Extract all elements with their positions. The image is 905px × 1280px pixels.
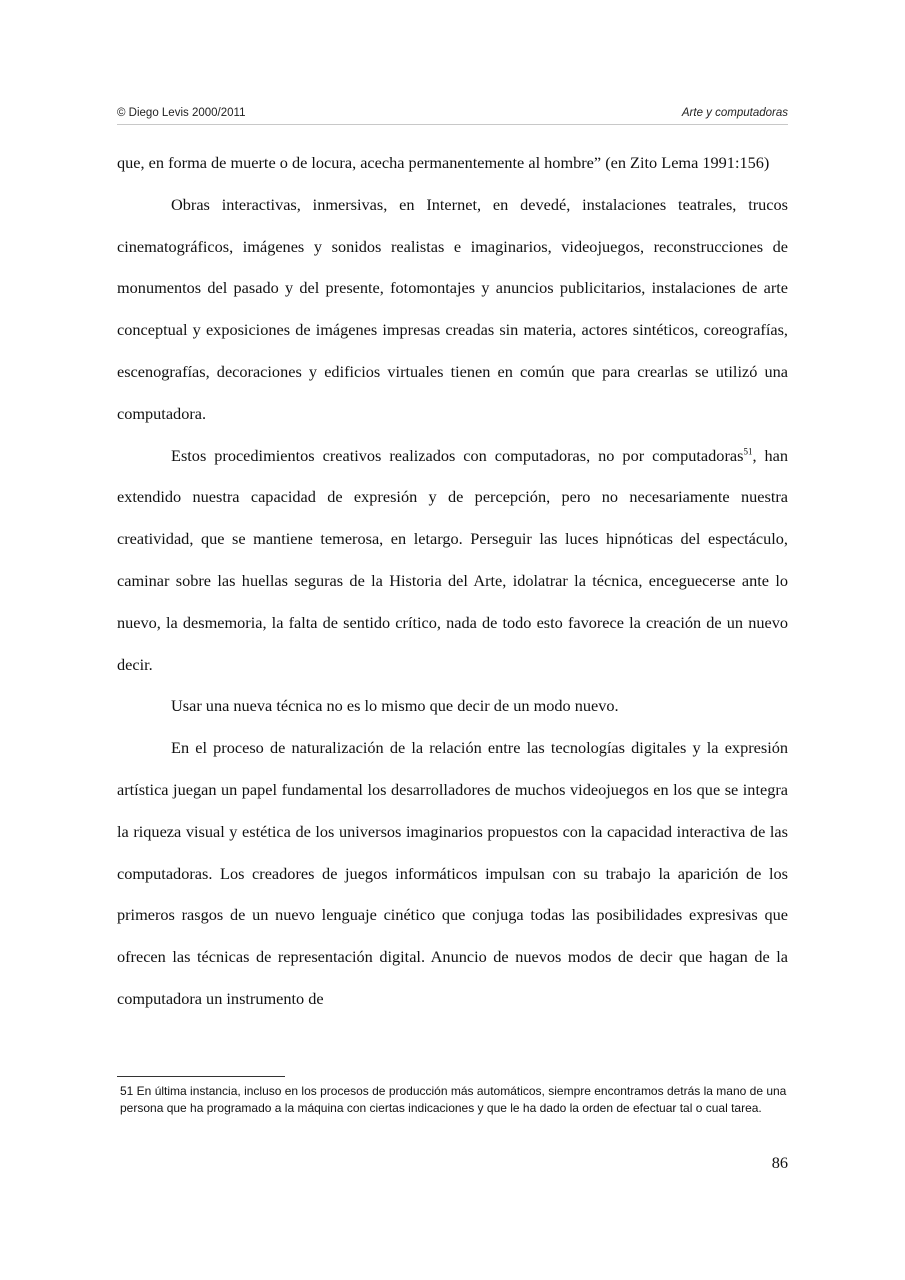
page-number: 86	[771, 1153, 788, 1172]
paragraph: Obras interactivas, inmersivas, en Internet, en devedé, instalaciones teatrales, trucos cinematográficos, imágenes y sonidos realistas e imaginarios, videojuegos, reconstrucciones de monumentos del pasado y del presente, fotomontajes y anuncios publicitarios, instalaciones de arte conceptual y exposiciones de imágenes impresas creadas sin materia, actores sintéticos, coreografías, escenografías, decoraciones y edificios virtuales tienen en común que para crearlas se utilizó una computadora.	[117, 194, 788, 423]
paragraph	[117, 435, 788, 686]
running-header	[117, 107, 788, 125]
paragraph: En el proceso de naturalización de la relación entre las tecnologías digitales y la expresión artística juegan un papel fundamental los desarrolladores de muchos videojuegos en los que se integra la riqueza visual y estética de los universos imaginarios propuestos con la capacidad interactiva de las computadoras. Los creadores de juegos informáticos impulsan con su trabajo la aparición de los primeros rasgos de un nuevo lenguaje cinético que conjuga todas las posibilidades expresivas que ofrecen las técnicas de representación digital. Anuncio de nuevos modos de decir que hagan de la computadora un instrumento de	[117, 738, 788, 1008]
header-title: Arte y computadoras	[681, 107, 788, 119]
footnote: 51 En última instancia, incluso en los procesos de producción más automáticos, siempre encontramos detrás la mano de una persona que ha programado a la máquina con ciertas indicaciones y que le ha dado la orden de efectuar tal o cual tarea.	[120, 1084, 787, 1115]
paragraph: que, en forma de muerte o de locura, acecha permanentemente al hombre” (en Zito Lema 1991:156)	[117, 153, 770, 172]
paragraph-text: , han extendido nuestra capacidad de expresión y de percepción, pero no necesariamente nuestra creatividad, que se mantiene temerosa, en letargo. Perseguir las luces hipnóticas del espectáculo, caminar sobre las huellas seguras de la Historia del Arte, idolatrar la técnica, enceguecerse ante lo nuevo, la desmemoria, la falta de sentido crítico, nada de todo esto favorece la creación de un nuevo decir.	[117, 445, 788, 674]
footnote-reference[interactable]: 51	[743, 446, 753, 457]
paragraph: Usar una nueva técnica no es lo mismo que decir de un modo nuevo.	[171, 696, 619, 716]
body-text	[117, 142, 788, 1020]
paragraph-text: Estos procedimientos creativos realizados con computadoras, no por computadoras	[171, 445, 744, 465]
footnote-divider	[117, 1076, 285, 1077]
header-author: © Diego Levis 2000/2011	[117, 107, 246, 119]
